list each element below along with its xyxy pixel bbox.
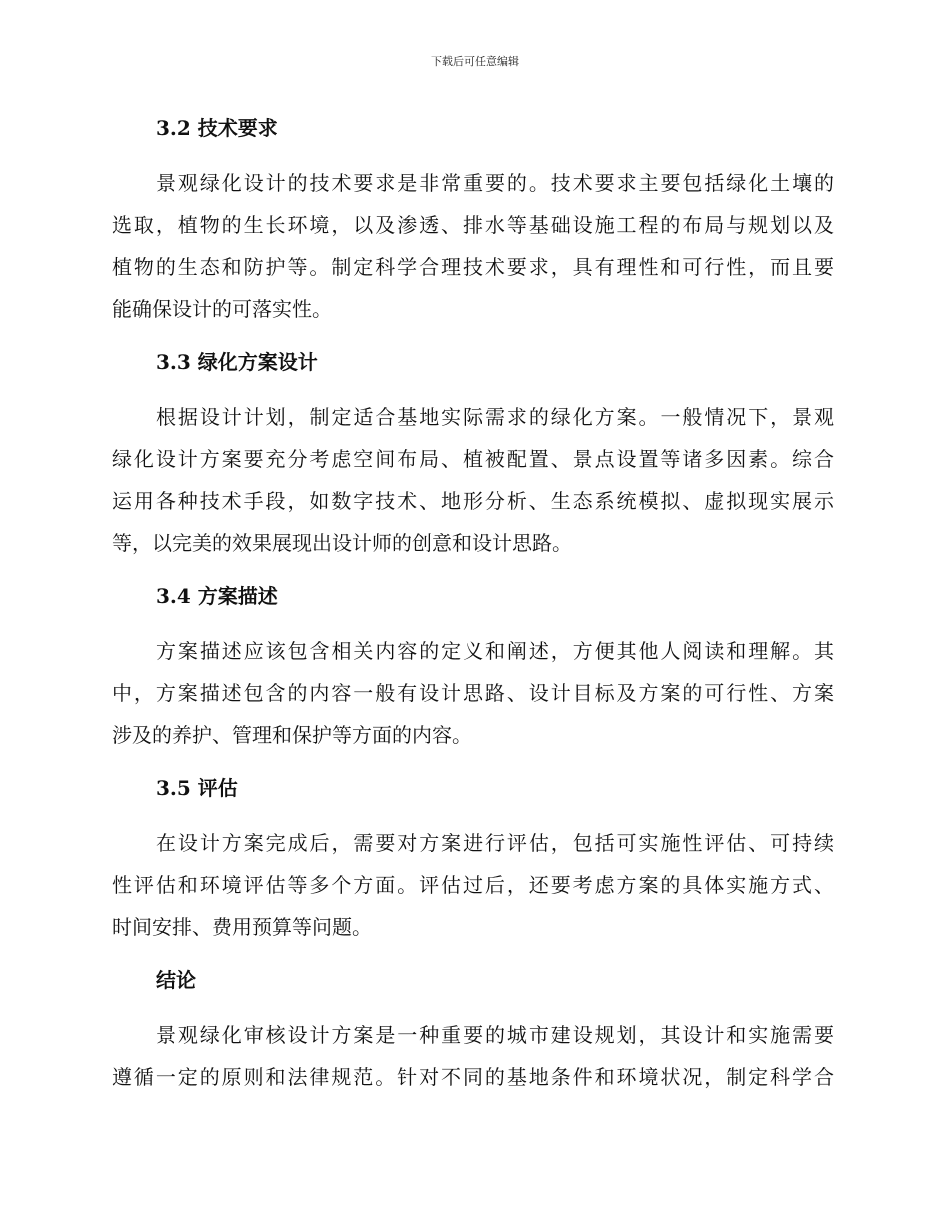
section-paragraph-3-2 [112, 162, 834, 330]
paragraph-line: 选取，植物的生长环境，以及渗透、排水等基础设施工程的布局与规划以及 [112, 213, 834, 237]
paragraph-line: 涉及的养护、管理和保护等方面的内容。 [112, 723, 472, 747]
paragraph-line: 方案描述应该包含相关内容的定义和阐述，方便其他人阅读和理解。其 [156, 639, 834, 663]
paragraph-line: 遵循一定的原则和法律规范。针对不同的基地条件和环境状况，制定科学合 [112, 1065, 834, 1089]
paragraph-line: 在设计方案完成后，需要对方案进行评估，包括可实施性评估、可持续 [156, 831, 834, 855]
section-paragraph-3-4 [112, 630, 834, 756]
paragraph-line: 景观绿化设计的技术要求是非常重要的。技术要求主要包括绿化土壤的 [156, 171, 834, 195]
section-heading-3-4: 3.4 方案描述 [156, 584, 278, 608]
paragraph-line: 能确保设计的可落实性。 [112, 297, 332, 321]
section-heading-3-3: 3.3 绿化方案设计 [156, 350, 318, 374]
paragraph-line: 绿化设计方案要充分考虑空间布局、植被配置、景点设置等诸多因素。综合 [112, 447, 834, 471]
paragraph-line: 性评估和环境评估等多个方面。评估过后，还要考虑方案的具体实施方式、 [112, 873, 834, 897]
section-paragraph-conclusion [112, 1014, 834, 1098]
document-body [112, 108, 834, 1098]
paragraph-line: 根据设计计划，制定适合基地实际需求的绿化方案。一般情况下，景观 [156, 405, 834, 429]
section-heading-3-2: 3.2 技术要求 [156, 116, 278, 140]
section-heading-conclusion: 结论 [156, 968, 196, 992]
header-note: 下载后可任意编辑 [431, 55, 519, 68]
paragraph-line: 等，以完美的效果展现出设计师的创意和设计思路。 [112, 531, 572, 555]
section-paragraph-3-5 [112, 822, 834, 948]
paragraph-line: 景观绿化审核设计方案是一种重要的城市建设规划，其设计和实施需要 [156, 1023, 834, 1047]
section-paragraph-3-3 [112, 396, 834, 564]
paragraph-line: 植物的生态和防护等。制定科学合理技术要求，具有理性和可行性，而且要 [112, 255, 834, 279]
paragraph-line: 运用各种技术手段，如数字技术、地形分析、生态系统模拟、虚拟现实展示 [112, 489, 834, 513]
paragraph-line: 中，方案描述包含的内容一般有设计思路、设计目标及方案的可行性、方案 [112, 681, 834, 705]
paragraph-line: 时间安排、费用预算等问题。 [112, 915, 372, 939]
section-heading-3-5: 3.5 评估 [156, 776, 238, 800]
